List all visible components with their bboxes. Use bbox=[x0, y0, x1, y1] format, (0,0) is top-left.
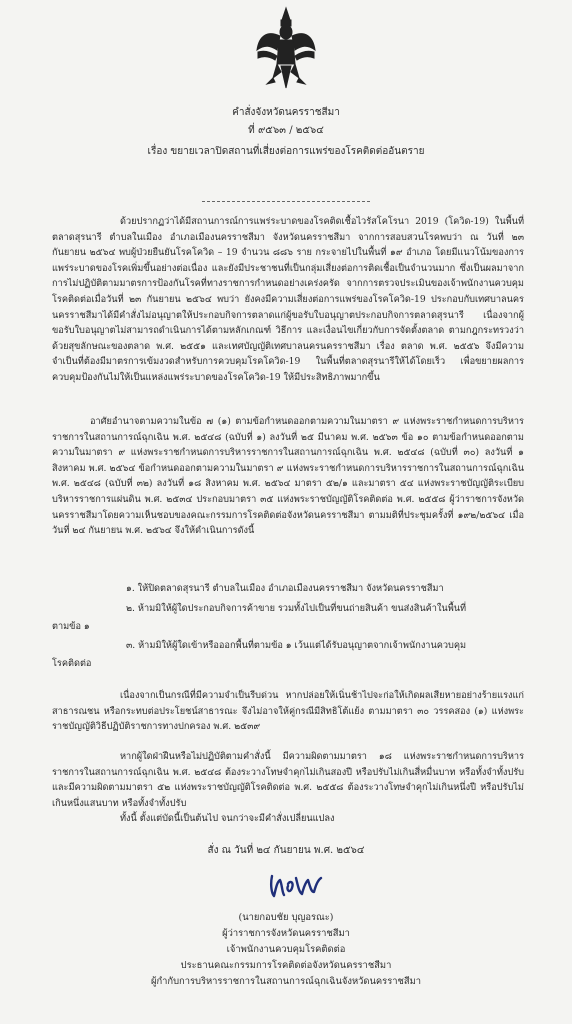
signer-title-3: ประธานคณะกรรมการโรคติดต่อจังหวัดนครราชสีมา bbox=[180, 960, 392, 971]
issuer-line: คำสั่งจังหวัดนครราชสีมา bbox=[232, 107, 340, 118]
order-item-3-cont: โรคติดต่อ bbox=[52, 658, 92, 669]
header-divider bbox=[202, 201, 370, 202]
garuda-emblem-icon bbox=[255, 6, 317, 92]
order-item-2-cont: ตามข้อ ๑ bbox=[52, 621, 90, 632]
paragraph-urgency: เนื่องจากเป็นกรณีที่มีความจำเป็นรีบด่วน หากปล่อยให้เนิ่นช้าไปจะก่อให้เกิดผลเสียหายอย่างร้ายแรงแก่สาธารณชน หรือกระทบต่อประโยชน์สาธารณะ จึงไม่อาจให้คู่กรณีมีสิทธิโต้แย้ง ตามมาตรา ๓๐ วรรคสอง (๑) แห่งพระราชบัญญัติวิธีปฏิบัติราชการทางปกครอง พ.ศ. ๒๕๓๙ bbox=[52, 690, 524, 733]
subject-line: เรื่อง ขยายเวลาปิดสถานที่เสี่ยงต่อการแพร่ของโรคติดต่ออันตราย bbox=[147, 146, 425, 157]
signer-title-1: ผู้ว่าราชการจังหวัดนครราชสีมา bbox=[222, 928, 350, 939]
paragraph-background: ด้วยปรากฏว่าได้มีสถานการณ์การแพร่ระบาดของโรคติดเชื้อไวรัสโคโรนา 2019 (โควิด-19) ในพื้นที่ตลาดสุรนารี ตำบลในเมือง อำเภอเมืองนครราชสีมา จังหวัดนครราชสีมา จากการสอบสวนโรคพบว่า ณ วันที่ ๒๓ กันยายน ๒๕๖๔ พบผู้ป่วยยืนยันโรคโควิด – 19 จำนวน ๘๘๖ ราย กระจายไปในพื้นที่ ๑๙ อำเภอ โดยมีแนวโน้มของการแพร่ระบาดของโรคเพิ่มขึ้นอย่างต่อเนื่อง และยังมีประชาชนที่เป็นกลุ่มเสี่ยงต่อการติดเชื้อเป็นจำนวนมาก ซึ่งเป็นผลมาจากการไม่ปฏิบัติตามมาตรการป้องกันโรคที่ทางราชการกำหนดอย่างเคร่งครัด จากการตรวจประเมินของเจ้าพนักงานควบคุมโรคติดต่อเมื่อวันที่ ๒๓ กันยายน ๒๕๖๔ พบว่า ยังคงมีความเสี่ยงต่อการแพร่ของโรคโควิด-19 ประกอบกับเทศบาลนครนครราชสีมาได้มีคำสั่งไม่อนุญาตให้ประกอบกิจการตลาดแก่ผู้ขอรับใบอนุญาตประกอบกิจการตลาดสุรนารี เนื่องจากผู้ขอรับใบอนุญาตไม่สามารถดำเนินการได้ตามหลักเกณฑ์ วิธีการ และเงื่อนไขเกี่ยวกับการจัดตั้งตลาด ตามกฎกระทรวงว่าด้วยสุขลักษณะของตลาด พ.ศ. ๒๕๕๑ และเทศบัญญัติเทศบาลนครนครราชสีมา เรื่อง ตลาด พ.ศ. ๒๕๕๖ จึงมีความจำเป็นที่ต้องมีมาตรการเข้มงวดสำหรับการควบคุมโรคโควิด-19 ในพื้นที่ตลาดสุรนารีให้ได้โดยเร็ว เพื่อขยายผลการควบคุมป้องกันไม่ให้เป็นแหล่งแพร่ระบาดของโรคโควิด-19 ให้มีประสิทธิภาพมากขึ้น bbox=[52, 216, 524, 383]
signer-name: (นายกอบชัย บุญอรณะ) bbox=[238, 912, 334, 923]
order-item-3: ๓. ห้ามมิให้ผู้ใดเข้าหรือออกพื้นที่ตามข้อ ๑ เว้นแต่ได้รับอนุญาตจากเจ้าพนักงานควบคุม bbox=[126, 640, 467, 651]
order-item-1: ๑. ให้ปิดตลาดสุรนารี ตำบลในเมือง อำเภอเมืองนครราชสีมา จังหวัดนครราชสีมา bbox=[126, 583, 444, 594]
paragraph-effective: ทั้งนี้ ตั้งแต่บัดนี้เป็นต้นไป จนกว่าจะมีคำสั่งเปลี่ยนแปลง bbox=[120, 813, 335, 824]
paragraph-legal-basis: อาศัยอำนาจตามความในข้อ ๗ (๑) ตามข้อกำหนดออกตามความในมาตรา ๙ แห่งพระราชกำหนดการบริหารราชการในสถานการณ์ฉุกเฉิน พ.ศ. ๒๕๔๘ (ฉบับที่ ๑) ลงวันที่ ๒๕ มีนาคม พ.ศ. ๒๕๖๓ ข้อ ๑๐ ตามข้อกำหนดออกตามความในมาตรา ๙ แห่งพระราชกำหนดการบริหารราชการในสถานการณ์ฉุกเฉิน พ.ศ. ๒๕๔๘ (ฉบับที่ ๓๐) ลงวันที่ ๑ สิงหาคม พ.ศ. ๒๕๖๔ ข้อกำหนดออกตามความในมาตรา ๙ แห่งพระราชกำหนดการบริหารราชการในสถานการณ์ฉุกเฉิน พ.ศ. ๒๕๔๘ (ฉบับที่ ๓๒) ลงวันที่ ๑๘ สิงหาคม พ.ศ. ๒๕๖๔ มาตรา ๕๒/๑ และมาตรา ๕๔ แห่งพระราชบัญญัติระเบียบบริหารราชการแผ่นดิน พ.ศ. ๒๕๓๔ ประกอบมาตรา ๓๕ แห่งพระราชบัญญัติโรคติดต่อ พ.ศ. ๒๕๕๘ ผู้ว่าราชการจังหวัดนครราชสีมาโดยความเห็นชอบของคณะกรรมการโรคติดต่อจังหวัดนครราชสีมา ตามมติที่ประชุมครั้งที่ ๑๙๒/๒๕๖๔ เมื่อวันที่ ๒๔ กันยายน พ.ศ. ๒๕๖๔ จึงให้ดำเนินการดังนี้ bbox=[52, 416, 524, 537]
signer-title-4: ผู้กำกับการบริหารราชการในสถานการณ์ฉุกเฉินจังหวัดนครราชสีมา bbox=[150, 976, 422, 987]
order-date: สั่ง ณ วันที่ ๒๔ กันยายน พ.ศ. ๒๕๖๔ bbox=[207, 845, 365, 856]
handwritten-signature bbox=[268, 868, 324, 900]
paragraph-penalty: หากผู้ใดฝ่าฝืนหรือไม่ปฏิบัติตามคำสั่งนี้ มีความผิดตามมาตรา ๑๘ แห่งพระราชกำหนดการบริหารราชการในสถานการณ์ฉุกเฉิน พ.ศ. ๒๕๔๘ ต้องระวางโทษจำคุกไม่เกินสองปี หรือปรับไม่เกินสี่หมื่นบาท หรือทั้งจำทั้งปรับ และมีความผิดตามมาตรา ๕๒ แห่งพระราชบัญญัติโรคติดต่อ พ.ศ. ๒๕๕๘ ต้องระวางโทษจำคุกไม่เกินหนึ่งปี หรือปรับไม่เกินหนึ่งแสนบาท หรือทั้งจำทั้งปรับ bbox=[52, 751, 524, 809]
order-number: ที่ ๙๕๖๓ / ๒๕๖๔ bbox=[248, 125, 324, 136]
order-item-2: ๒. ห้ามมิให้ผู้ใดประกอบกิจการค้าขาย รวมทั้งไปเป็นที่ขนถ่ายสินค้า ขนส่งสินค้าในพื้นที่ bbox=[126, 603, 467, 614]
signer-title-2: เจ้าพนักงานควบคุมโรคติดต่อ bbox=[226, 944, 346, 955]
